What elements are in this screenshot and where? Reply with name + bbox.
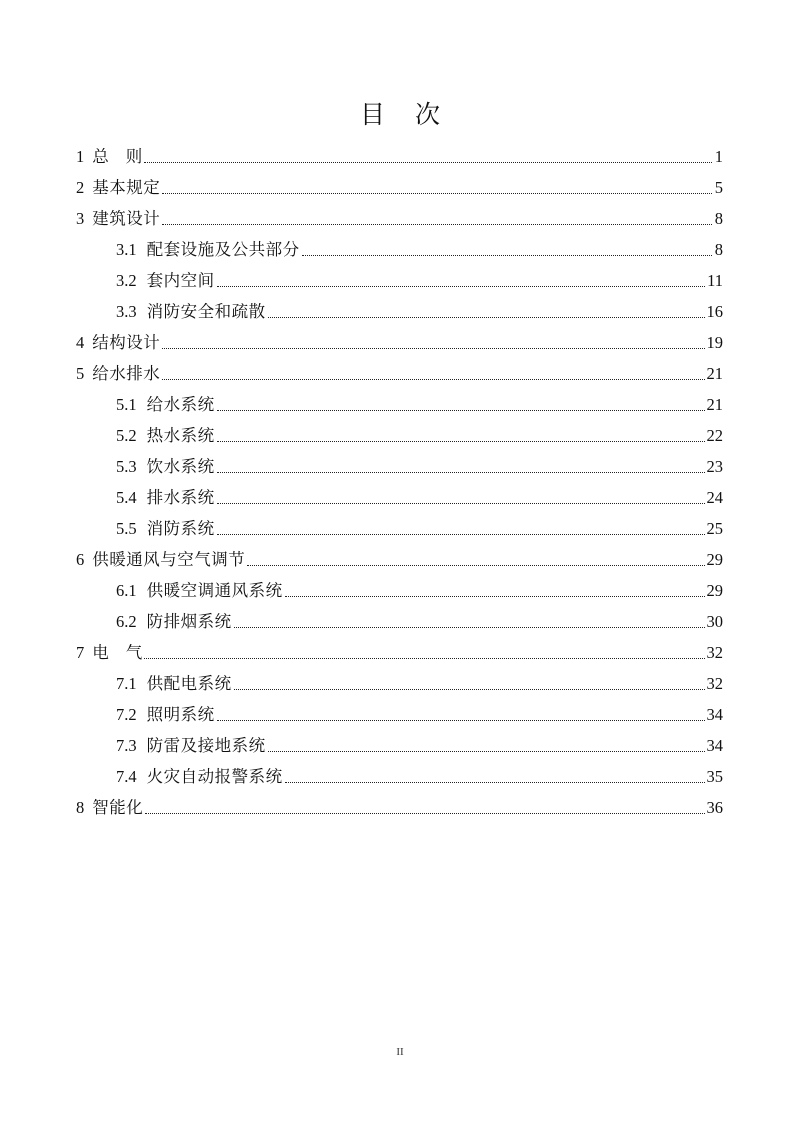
toc-entry-3-1[interactable] — [116, 234, 723, 265]
toc-entry-5-1[interactable] — [116, 389, 723, 420]
toc-label: 防雷及接地系统 — [146, 736, 266, 755]
toc-number: 7.3 — [116, 736, 137, 755]
toc-page-number: 24 — [706, 488, 723, 507]
dot-leader — [217, 482, 705, 513]
toc-number: 3.1 — [116, 240, 137, 259]
toc-label: 基本规定 — [92, 178, 161, 197]
toc-page-number: 29 — [706, 550, 723, 569]
toc-page-number: 21 — [706, 364, 723, 383]
toc-page-number: 36 — [706, 798, 723, 817]
dot-leader — [162, 327, 704, 358]
toc-page-number: 23 — [706, 457, 723, 476]
toc-number: 3.3 — [116, 302, 137, 321]
toc-label: 防排烟系统 — [146, 612, 232, 631]
dot-leader — [217, 513, 705, 544]
dot-leader — [217, 389, 705, 420]
toc-page-number: 29 — [706, 581, 723, 600]
toc-number: 6.2 — [116, 612, 137, 631]
dot-leader — [217, 451, 705, 482]
dot-leader — [285, 761, 705, 792]
toc-entry-7-2[interactable] — [116, 699, 723, 730]
toc-entry-7-3[interactable] — [116, 730, 723, 761]
dot-leader — [234, 606, 705, 637]
toc-label: 电 气 — [92, 643, 143, 662]
dot-leader — [162, 358, 704, 389]
toc-page-number: 30 — [706, 612, 723, 631]
toc-label: 供配电系统 — [146, 674, 232, 693]
toc-entry-7-4[interactable] — [116, 761, 723, 792]
toc-label: 排水系统 — [146, 488, 215, 507]
toc-number: 4 — [76, 333, 85, 352]
toc-number: 5 — [76, 364, 85, 383]
toc-label: 给水排水 — [92, 364, 161, 383]
page-title — [0, 98, 800, 134]
toc-number: 7.4 — [116, 767, 137, 786]
toc-entry-5-4[interactable] — [116, 482, 723, 513]
toc-page-number: 8 — [714, 209, 723, 228]
toc-number: 5.1 — [116, 395, 137, 414]
toc-label: 供暖通风与空气调节 — [92, 550, 246, 569]
dot-leader — [247, 544, 704, 575]
toc-page-number: 32 — [706, 643, 723, 662]
toc-number: 5.4 — [116, 488, 137, 507]
toc-label: 给水系统 — [146, 395, 215, 414]
toc-page-number: 16 — [706, 302, 723, 321]
toc-entry-6[interactable] — [76, 544, 723, 575]
toc-entry-3[interactable] — [76, 203, 723, 234]
toc-page-number: 11 — [707, 271, 723, 290]
toc-entry-2[interactable] — [76, 172, 723, 203]
toc-page-number: 34 — [706, 705, 723, 724]
dot-leader — [217, 699, 705, 730]
toc-page-number: 34 — [706, 736, 723, 755]
toc-page-number: 22 — [706, 426, 723, 445]
toc-label: 热水系统 — [146, 426, 215, 445]
title-char-2: 次 — [415, 102, 441, 129]
dot-leader — [217, 265, 705, 296]
toc-number: 5.3 — [116, 457, 137, 476]
dot-leader — [285, 575, 705, 606]
toc-number: 7.2 — [116, 705, 137, 724]
toc-page-number: 32 — [706, 674, 723, 693]
toc-entry-7-1[interactable] — [116, 668, 723, 699]
dot-leader — [144, 637, 704, 668]
dot-leader — [268, 296, 705, 327]
toc-label: 照明系统 — [146, 705, 215, 724]
dot-leader — [145, 792, 704, 823]
toc-number: 6 — [76, 550, 85, 569]
dot-leader — [302, 234, 712, 265]
toc-entry-5-2[interactable] — [116, 420, 723, 451]
toc-label: 结构设计 — [92, 333, 161, 352]
dot-leader — [162, 203, 712, 234]
toc-number: 5.5 — [116, 519, 137, 538]
dot-leader — [234, 668, 705, 699]
toc-label: 总 则 — [92, 147, 143, 166]
toc-number: 8 — [76, 798, 85, 817]
toc-label: 饮水系统 — [146, 457, 215, 476]
toc-entry-8[interactable] — [76, 792, 723, 823]
toc-entry-5-3[interactable] — [116, 451, 723, 482]
toc-entry-5-5[interactable] — [116, 513, 723, 544]
toc-page-number: 5 — [714, 178, 723, 197]
toc-label: 消防安全和疏散 — [146, 302, 266, 321]
toc-entry-4[interactable] — [76, 327, 723, 358]
toc-label: 配套设施及公共部分 — [146, 240, 300, 259]
toc-number: 7 — [76, 643, 85, 662]
toc-label: 火灾自动报警系统 — [146, 767, 283, 786]
toc-label: 套内空间 — [146, 271, 215, 290]
toc-label: 智能化 — [92, 798, 144, 817]
dot-leader — [268, 730, 705, 761]
toc-number: 1 — [76, 147, 85, 166]
toc-entry-7[interactable] — [76, 637, 723, 668]
toc-label: 消防系统 — [146, 519, 215, 538]
title-char-1: 目 — [359, 102, 385, 129]
toc-page-number: 25 — [706, 519, 723, 538]
toc-entry-3-3[interactable] — [116, 296, 723, 327]
toc-entry-3-2[interactable] — [116, 265, 723, 296]
toc-entry-5[interactable] — [76, 358, 723, 389]
toc-entry-6-1[interactable] — [116, 575, 723, 606]
toc-page-number: 1 — [714, 147, 723, 166]
toc-number: 2 — [76, 178, 85, 197]
toc-number: 3 — [76, 209, 85, 228]
toc-page-number: 8 — [714, 240, 723, 259]
toc-entry-6-2[interactable] — [116, 606, 723, 637]
toc-page-number: 21 — [706, 395, 723, 414]
page-number: II — [396, 1046, 404, 1058]
dot-leader — [144, 141, 712, 172]
dot-leader — [162, 172, 712, 203]
toc-label: 建筑设计 — [92, 209, 161, 228]
toc-page-number: 19 — [706, 333, 723, 352]
toc-number: 6.1 — [116, 581, 137, 600]
toc-page-number: 35 — [706, 767, 723, 786]
dot-leader — [217, 420, 705, 451]
toc-label: 供暖空调通风系统 — [146, 581, 283, 600]
toc-number: 7.1 — [116, 674, 137, 693]
toc-number: 3.2 — [116, 271, 137, 290]
toc-entry-1[interactable] — [76, 141, 723, 172]
toc-number: 5.2 — [116, 426, 137, 445]
